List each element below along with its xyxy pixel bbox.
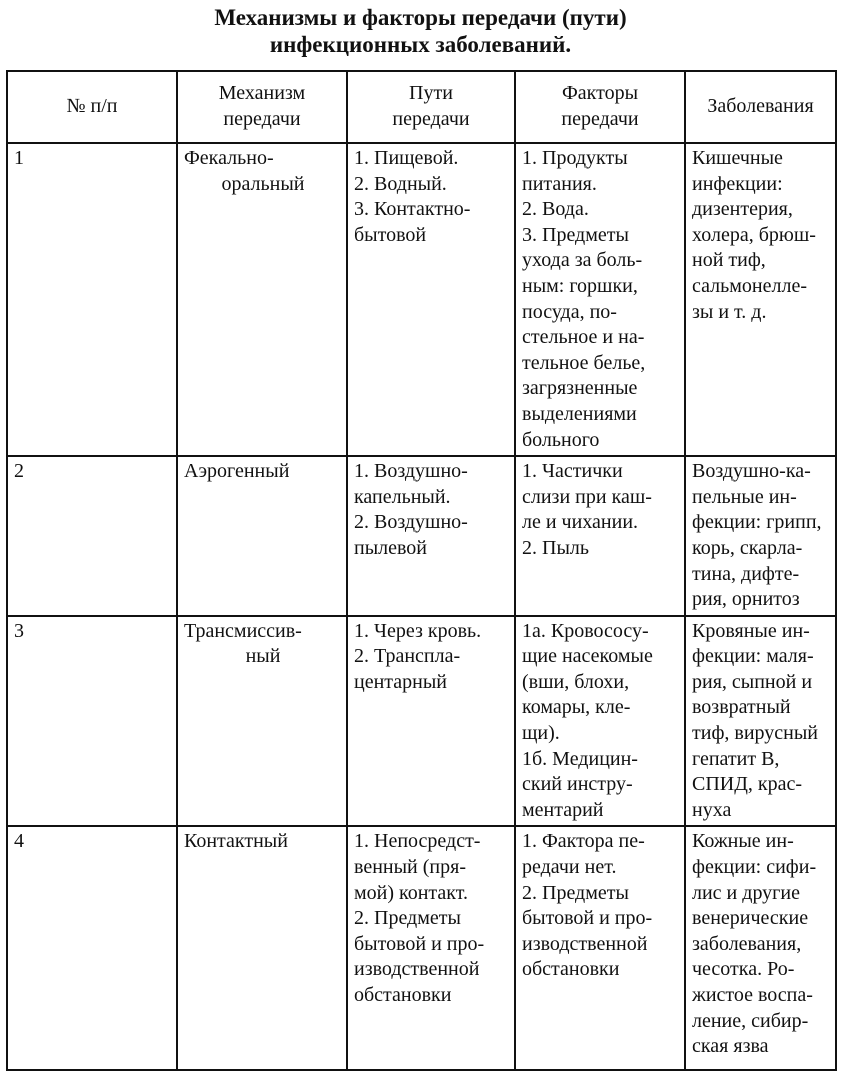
cell-routes	[347, 826, 515, 1070]
factors-line: 2. Пыль	[522, 536, 589, 559]
diseases-line: тина, дифте-	[692, 562, 800, 585]
diseases-line: зы и т. д.	[692, 300, 767, 323]
factors-line: загрязненные	[522, 377, 638, 400]
factors-line: ле и чихании.	[522, 511, 639, 534]
header-diseases	[685, 71, 836, 143]
factors-line: стельное и на-	[522, 326, 645, 349]
cell-mechanism	[177, 456, 347, 616]
diseases-line: Кровяные ин-	[692, 619, 810, 642]
diseases-line: фекции: маля-	[692, 645, 814, 668]
factors-line: щи).	[522, 722, 560, 745]
routes-line: 1. Непосредст-	[354, 830, 481, 853]
table-row	[7, 456, 836, 616]
factors-line: слизи при каш-	[522, 485, 652, 508]
routes-line: пылевой	[354, 536, 428, 559]
diseases-line: инфекции:	[692, 172, 783, 195]
routes-line: капельный.	[354, 485, 451, 508]
header-mechanism	[177, 71, 347, 143]
routes-line: венный (пря-	[354, 856, 466, 879]
factors-line: редачи нет.	[522, 856, 617, 879]
factors-line: 2. Предметы	[522, 881, 629, 904]
cell-num	[7, 616, 177, 827]
routes-line: 2. Водный.	[354, 172, 447, 195]
factors-line: ский инстру-	[522, 773, 633, 796]
title-line-2: инфекционных заболеваний.	[269, 32, 572, 57]
factors-line: выделениями	[522, 402, 637, 425]
routes-line: бытовой	[354, 223, 427, 246]
factors-line: 2. Вода.	[522, 198, 589, 221]
diseases-line: заболевания,	[692, 932, 802, 955]
row-number: 1	[14, 147, 24, 169]
header-routes-line: передачи	[392, 108, 470, 130]
factors-line: бытовой и про-	[522, 907, 653, 930]
factors-line: обстановки	[522, 958, 620, 981]
factors-line: (вши, блохи,	[522, 670, 630, 693]
cell-diseases	[685, 616, 836, 827]
diseases-line: нуха	[692, 798, 732, 821]
factors-line: питания.	[522, 172, 597, 195]
cell-routes	[347, 616, 515, 827]
factors-line: 1. Фактора пе-	[522, 830, 645, 853]
factors-line: ным: горшки,	[522, 274, 638, 297]
cell-factors	[515, 826, 685, 1070]
title-line-1: Механизмы и факторы передачи (пути)	[214, 5, 627, 30]
header-mechanism-line: передачи	[223, 108, 301, 130]
cell-num	[7, 143, 177, 456]
header-mechanism-line: Механизм	[218, 82, 306, 105]
diseases-line: жистое воспа-	[692, 984, 813, 1006]
diseases-line: Воздушно-ка-	[692, 460, 811, 483]
diseases-line: корь, скарла-	[692, 536, 803, 559]
header-diseases-line: Заболевания	[707, 95, 814, 118]
cell-factors	[515, 616, 685, 827]
factors-line: ухода за боль-	[522, 249, 643, 272]
cell-mechanism	[177, 143, 347, 456]
diseases-line: фекции: сифи-	[692, 856, 817, 879]
routes-line: 1. Пищевой.	[354, 147, 459, 169]
header-factors-line: передачи	[561, 108, 639, 130]
diseases-line: фекции: грипп,	[692, 511, 822, 534]
cell-diseases	[685, 456, 836, 616]
factors-line: 1. Частички	[522, 460, 623, 483]
routes-line: мой) контакт.	[354, 881, 468, 904]
diseases-line: ление, сибир-	[692, 1009, 809, 1032]
cell-diseases	[685, 826, 836, 1070]
mechanism-line: Фекально-	[184, 147, 274, 169]
cell-mechanism	[177, 826, 347, 1070]
transmission-table	[6, 70, 837, 1071]
diseases-line: пельные ин-	[692, 485, 797, 508]
diseases-line: сальмонелле-	[692, 274, 808, 297]
diseases-line: холера, брюш-	[692, 223, 816, 246]
row-number: 3	[14, 619, 24, 642]
factors-line: тельное белье,	[522, 351, 646, 374]
table-row	[7, 616, 836, 827]
diseases-line: ская язва	[692, 1035, 769, 1058]
mechanism-line: ный	[245, 645, 281, 668]
routes-line: 1. Через кровь.	[354, 619, 482, 642]
diseases-line: чесотка. Ро-	[692, 958, 795, 981]
cell-diseases	[685, 143, 836, 456]
cell-num	[7, 826, 177, 1070]
diseases-line: возвратный	[692, 696, 791, 719]
routes-line: центарный	[354, 670, 447, 693]
factors-line: посуда, по-	[522, 300, 617, 323]
header-factors-line: Факторы	[561, 82, 639, 105]
header-routes-line: Пути	[409, 82, 453, 105]
routes-line: 2. Предметы	[354, 907, 461, 930]
routes-line: изводственной	[354, 958, 480, 981]
header-num-line: № п/п	[66, 95, 118, 118]
cell-factors	[515, 143, 685, 456]
factors-line: комары, кле-	[522, 696, 631, 719]
factors-line: ментарий	[522, 798, 604, 821]
cell-num	[7, 456, 177, 616]
factors-line: 3. Предметы	[522, 223, 629, 246]
diseases-line: Кожные ин-	[692, 830, 794, 853]
factors-line: больного	[522, 428, 600, 451]
factors-line: 1б. Медицин-	[522, 747, 638, 770]
routes-line: бытовой и про-	[354, 932, 485, 955]
diseases-line: СПИД, крас-	[692, 773, 802, 796]
factors-line: 1а. Кровососу-	[522, 619, 649, 642]
table-header-row	[7, 71, 836, 143]
routes-line: 1. Воздушно-	[354, 460, 468, 483]
diseases-line: рия, сыпной и	[692, 670, 813, 693]
table-row	[7, 826, 836, 1070]
cell-mechanism	[177, 616, 347, 827]
diseases-line: тиф, вирусный	[692, 722, 819, 745]
factors-line: изводственной	[522, 932, 648, 955]
routes-line: 2. Воздушно-	[354, 511, 468, 534]
diseases-line: дизентерия,	[692, 198, 793, 221]
mechanism-line: Контактный	[184, 830, 288, 853]
mechanism-line: Аэрогенный	[184, 460, 290, 483]
diseases-line: рия, орнитоз	[692, 588, 800, 611]
cell-routes	[347, 143, 515, 456]
routes-line: обстановки	[354, 984, 452, 1006]
cell-factors	[515, 456, 685, 616]
mechanism-line: Трансмиссив-	[184, 619, 302, 642]
factors-line: щие насекомые	[522, 645, 653, 668]
row-number: 4	[14, 830, 24, 853]
page-title	[0, 4, 841, 58]
header-factors	[515, 71, 685, 143]
diseases-line: венерические	[692, 907, 809, 930]
factors-line: 1. Продукты	[522, 147, 628, 169]
routes-line: 2. Транспла-	[354, 645, 461, 668]
diseases-line: ной тиф,	[692, 249, 766, 272]
mechanism-line: оральный	[221, 172, 305, 195]
header-num	[7, 71, 177, 143]
table-row	[7, 143, 836, 456]
diseases-line: лис и другие	[692, 881, 800, 904]
row-number: 2	[14, 460, 24, 483]
header-routes	[347, 71, 515, 143]
routes-line: 3. Контактно-	[354, 198, 471, 221]
cell-routes	[347, 456, 515, 616]
diseases-line: Кишечные	[692, 147, 783, 169]
diseases-line: гепатит В,	[692, 747, 780, 770]
